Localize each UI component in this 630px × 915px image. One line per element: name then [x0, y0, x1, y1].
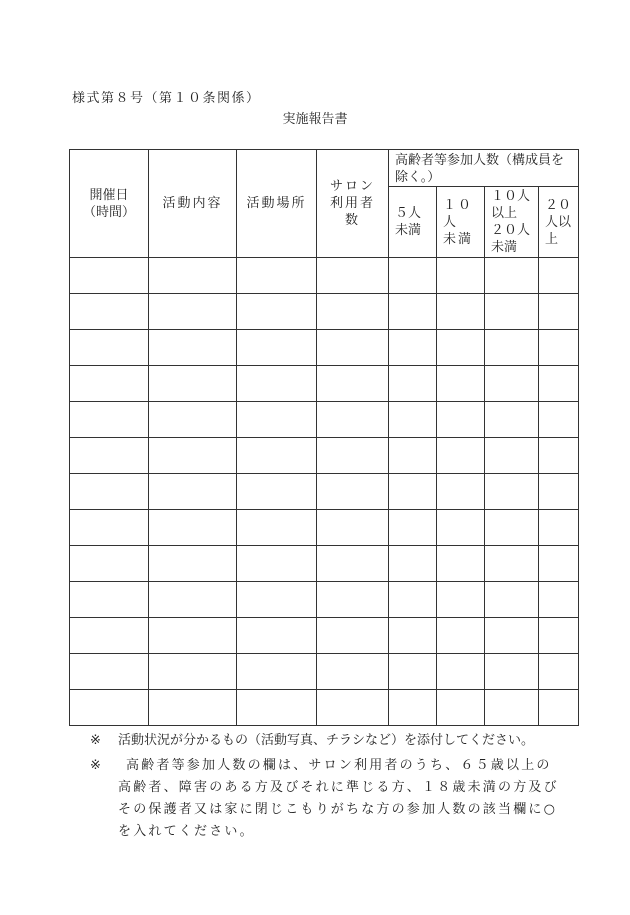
table-cell[interactable] [485, 582, 539, 618]
header-activity-label: 活動内容 [162, 196, 223, 211]
table-cell[interactable] [437, 510, 485, 546]
note-line: 高齢者等参加人数の欄は、サロン利用者のうち、６５歳以上の [126, 758, 552, 773]
table-cell[interactable] [70, 474, 149, 510]
table-cell[interactable] [317, 618, 389, 654]
header-under-5 [389, 187, 437, 258]
table-row [70, 582, 579, 618]
table-cell[interactable] [437, 690, 485, 726]
table-cell[interactable] [317, 510, 389, 546]
header-under-10 [437, 187, 485, 258]
table-cell[interactable] [437, 654, 485, 690]
table-cell[interactable] [539, 546, 579, 582]
table-cell[interactable] [539, 618, 579, 654]
table-cell[interactable] [149, 438, 237, 474]
header-place-label: 活動場所 [246, 196, 307, 211]
table-cell[interactable] [389, 546, 437, 582]
document-title: 実施報告書 [282, 112, 348, 127]
table-cell[interactable] [437, 402, 485, 438]
table-cell[interactable] [437, 438, 485, 474]
note-line: 高齢者、障害のある方及びそれに準じる方、１８歳未満の方及び [118, 780, 559, 795]
table-cell[interactable] [389, 402, 437, 438]
table-row [70, 366, 579, 402]
table-cell[interactable] [437, 330, 485, 366]
table-cell[interactable] [237, 654, 317, 690]
report-table [69, 149, 579, 726]
table-cell[interactable] [389, 690, 437, 726]
table-cell[interactable] [437, 582, 485, 618]
table-row [70, 258, 579, 294]
table-cell[interactable] [317, 330, 389, 366]
table-row [70, 402, 579, 438]
table-cell[interactable] [389, 330, 437, 366]
table-cell[interactable] [539, 258, 579, 294]
table-cell[interactable] [389, 438, 437, 474]
table-cell[interactable] [389, 510, 437, 546]
table-cell[interactable] [317, 582, 389, 618]
table-cell[interactable] [389, 366, 437, 402]
header-date [70, 150, 149, 258]
table-cell[interactable] [237, 510, 317, 546]
table-cell[interactable] [317, 366, 389, 402]
table-row [70, 438, 579, 474]
table-cell[interactable] [485, 402, 539, 438]
table-cell[interactable] [149, 330, 237, 366]
table-cell[interactable] [539, 582, 579, 618]
table-cell[interactable] [539, 510, 579, 546]
table-cell[interactable] [485, 690, 539, 726]
table-cell[interactable] [389, 654, 437, 690]
table-cell[interactable] [70, 258, 149, 294]
table-cell[interactable] [317, 402, 389, 438]
header-place [237, 150, 317, 258]
header-under-10-label: １０ 人 未満 [443, 197, 474, 247]
table-cell[interactable] [437, 366, 485, 402]
table-cell[interactable] [485, 618, 539, 654]
table-cell[interactable] [237, 582, 317, 618]
table-cell[interactable] [485, 294, 539, 330]
table-row [70, 690, 579, 726]
table-cell[interactable] [149, 582, 237, 618]
table-cell[interactable] [437, 618, 485, 654]
header-elderly-group-label: 高齢者等参加人数（構成員を除く。） [395, 153, 565, 185]
table-cell[interactable] [317, 474, 389, 510]
header-salon-users [317, 150, 389, 258]
table-cell[interactable] [237, 402, 317, 438]
table-cell[interactable] [70, 546, 149, 582]
header-20-plus [539, 187, 579, 258]
table-cell[interactable] [237, 474, 317, 510]
header-activity [149, 150, 237, 258]
note-participants [90, 755, 580, 843]
table-cell[interactable] [149, 258, 237, 294]
header-20-plus-label: ２０ 人以 上 [545, 197, 572, 247]
table-cell[interactable] [317, 258, 389, 294]
table-cell[interactable] [317, 690, 389, 726]
table-cell[interactable] [70, 654, 149, 690]
table-cell[interactable] [437, 474, 485, 510]
table-cell[interactable] [485, 654, 539, 690]
table-cell[interactable] [237, 294, 317, 330]
table-cell[interactable] [485, 366, 539, 402]
table-cell[interactable] [389, 582, 437, 618]
header-elderly-group [389, 150, 579, 187]
table-cell[interactable] [317, 546, 389, 582]
table-cell[interactable] [70, 582, 149, 618]
table-row [70, 546, 579, 582]
table-body [70, 258, 579, 726]
table-cell[interactable] [485, 474, 539, 510]
table-cell[interactable] [485, 258, 539, 294]
table-cell[interactable] [539, 402, 579, 438]
header-10-to-20 [485, 187, 539, 258]
table-cell[interactable] [149, 546, 237, 582]
table-cell[interactable] [149, 402, 237, 438]
table-cell[interactable] [237, 366, 317, 402]
table-cell[interactable] [70, 366, 149, 402]
table-cell[interactable] [389, 618, 437, 654]
table-cell[interactable] [70, 618, 149, 654]
header-row-1 [70, 150, 579, 187]
table-row [70, 510, 579, 546]
form-number: 様式第８号（第１０条関係） [72, 91, 261, 106]
note-line: その保護者又は家に閉じこもりがちな方の参加人数の該当欄に○ [118, 802, 558, 817]
table-cell[interactable] [437, 258, 485, 294]
table-cell[interactable] [149, 474, 237, 510]
table-cell[interactable] [149, 294, 237, 330]
table-cell[interactable] [70, 510, 149, 546]
table-cell[interactable] [485, 510, 539, 546]
table-cell[interactable] [539, 294, 579, 330]
table-cell[interactable] [539, 654, 579, 690]
table-cell[interactable] [149, 510, 237, 546]
header-date-label: 開催日 （時間） [82, 187, 135, 220]
note-line: を入れてください。 [118, 824, 255, 839]
table-cell[interactable] [317, 438, 389, 474]
table-cell[interactable] [237, 258, 317, 294]
table-cell[interactable] [237, 330, 317, 366]
table-cell[interactable] [437, 294, 485, 330]
table-cell[interactable] [149, 690, 237, 726]
table-row [70, 654, 579, 690]
table-cell[interactable] [539, 366, 579, 402]
table-row [70, 330, 579, 366]
table-cell[interactable] [70, 438, 149, 474]
table-cell[interactable] [389, 474, 437, 510]
table-cell[interactable] [317, 654, 389, 690]
table-cell[interactable] [70, 402, 149, 438]
table-cell[interactable] [237, 690, 317, 726]
header-salon-users-label: サロン 利用者 数 [329, 179, 375, 228]
note-mark: ※ [90, 758, 101, 773]
table-cell[interactable] [149, 618, 237, 654]
note-mark: ※ [90, 733, 101, 748]
table-cell[interactable] [70, 330, 149, 366]
table-row [70, 474, 579, 510]
table-cell[interactable] [237, 438, 317, 474]
header-under-5-label: ５人 未満 [395, 206, 422, 238]
table-row [70, 618, 579, 654]
table-cell[interactable] [237, 618, 317, 654]
table-cell[interactable] [70, 690, 149, 726]
notes [90, 730, 580, 846]
table-row [70, 294, 579, 330]
table-cell[interactable] [70, 294, 149, 330]
table-cell[interactable] [539, 690, 579, 726]
table-cell[interactable] [317, 294, 389, 330]
header-10-to-20-label: １０人 以上 ２０人 未満 [491, 189, 531, 255]
table-cell[interactable] [149, 366, 237, 402]
table-cell[interactable] [149, 654, 237, 690]
table-cell[interactable] [539, 474, 579, 510]
table-cell[interactable] [437, 546, 485, 582]
table-cell[interactable] [539, 438, 579, 474]
table-cell[interactable] [389, 294, 437, 330]
note-attachment-text: 活動状況が分かるもの（活動写真、チラシなど）を添付してください。 [118, 733, 535, 748]
table-cell[interactable] [237, 546, 317, 582]
note-participants-text [118, 755, 580, 843]
table-cell[interactable] [389, 258, 437, 294]
table-cell[interactable] [485, 438, 539, 474]
table-cell[interactable] [485, 546, 539, 582]
table-cell[interactable] [539, 330, 579, 366]
note-attachment [90, 730, 580, 752]
table-cell[interactable] [485, 330, 539, 366]
